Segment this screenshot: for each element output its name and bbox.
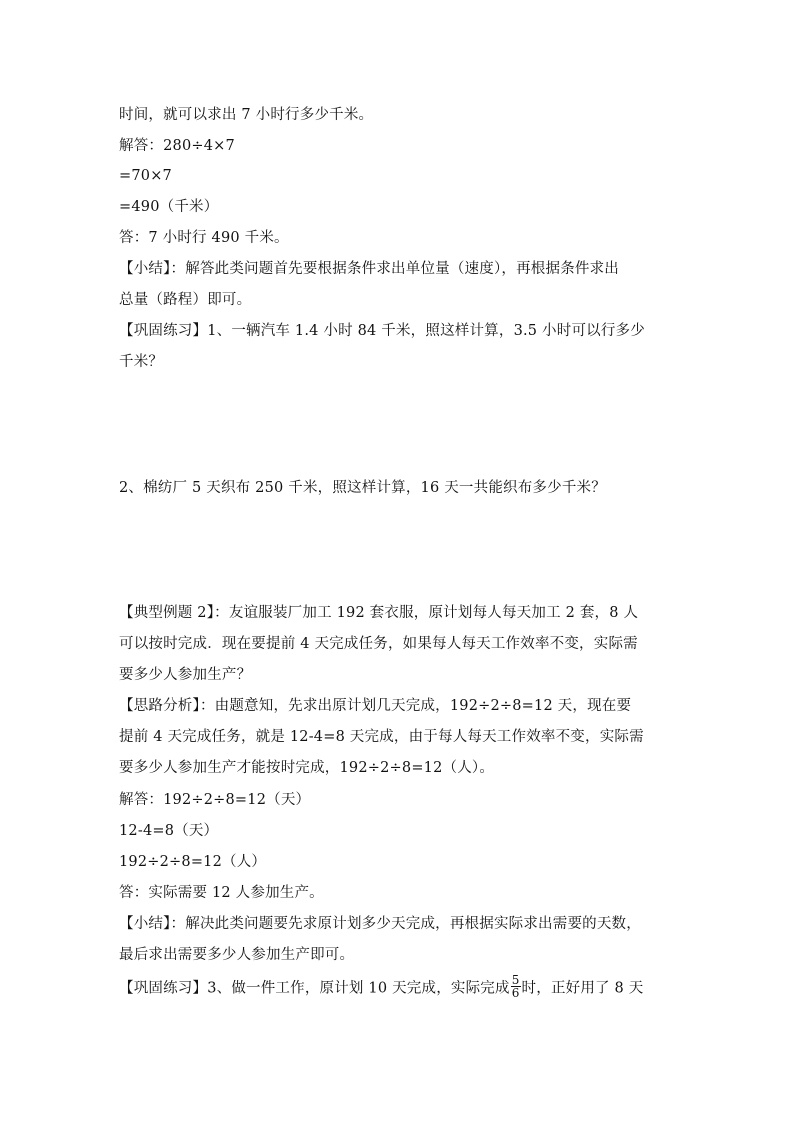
exercise-line xyxy=(119,973,679,1000)
text-line: 时间，就可以求出 7 小时行多少千米。 xyxy=(119,107,374,123)
text-line: 要多少人参加生产？ xyxy=(119,667,252,683)
summary-line: 【小结】：解决此类问题要先求原计划多少天完成，再根据实际求出需要的天数， xyxy=(119,916,641,932)
fraction xyxy=(511,974,521,999)
text-line: =70×7 xyxy=(119,168,172,184)
text-line: =490（千米） xyxy=(119,199,219,215)
text-line: 可以按时完成．现在要提前 4 天完成任务，如果每人每天工作效率不变，实际需 xyxy=(119,636,638,652)
text-fragment: 【巩固练习】3、做一件工作，原计划 10 天完成，实际完成 xyxy=(119,980,510,997)
analysis-line: 【思路分析】：由题意知，先求出原计划几天完成，192÷2÷8=12 天，现在要 xyxy=(119,698,632,714)
example-line: 【典型例题 2】：友谊服装厂加工 192 套衣服，原计划每人每天加工 2 套，8 人 xyxy=(119,605,639,621)
text-line: 总量（路程）即可。 xyxy=(119,292,252,308)
text-line: 答：实际需要 12 人参加生产。 xyxy=(119,885,324,901)
text-line: 192÷2÷8=12（人） xyxy=(119,854,267,870)
exercise-line: 【巩固练习】1、一辆汽车 1.4 小时 84 千米，照这样计算，3.5 小时可以行多少 xyxy=(119,323,645,339)
text-line: 千米？ xyxy=(119,354,164,370)
text-fragment: 时，正好用了 8 天 xyxy=(521,980,644,997)
summary-line: 【小结】：解答此类问题首先要根据条件求出单位量（速度），再根据条件求出 xyxy=(119,261,619,277)
text-line: 解答：280÷4×7 xyxy=(119,138,235,154)
text-line: 最后求出需要多少人参加生产即可。 xyxy=(119,947,355,963)
text-line: 12-4=8（天） xyxy=(119,823,219,839)
fraction-numerator: 5 xyxy=(511,973,520,987)
text-line: 提前 4 天完成任务，就是 12-4=8 天完成，由于每人每天工作效率不变，实际需 xyxy=(119,729,644,745)
text-line: 解答：192÷2÷8=12（天） xyxy=(119,792,311,808)
exercise-line: 2、棉纺厂 5 天织布 250 千米，照这样计算，16 天一共能织布多少千米？ xyxy=(119,480,606,496)
text-line: 要多少人参加生产才能按时完成，192÷2÷8=12（人）。 xyxy=(119,760,495,776)
text-line: 答：7 小时行 490 千米。 xyxy=(119,230,289,246)
fraction-denominator: 6 xyxy=(511,986,520,1000)
